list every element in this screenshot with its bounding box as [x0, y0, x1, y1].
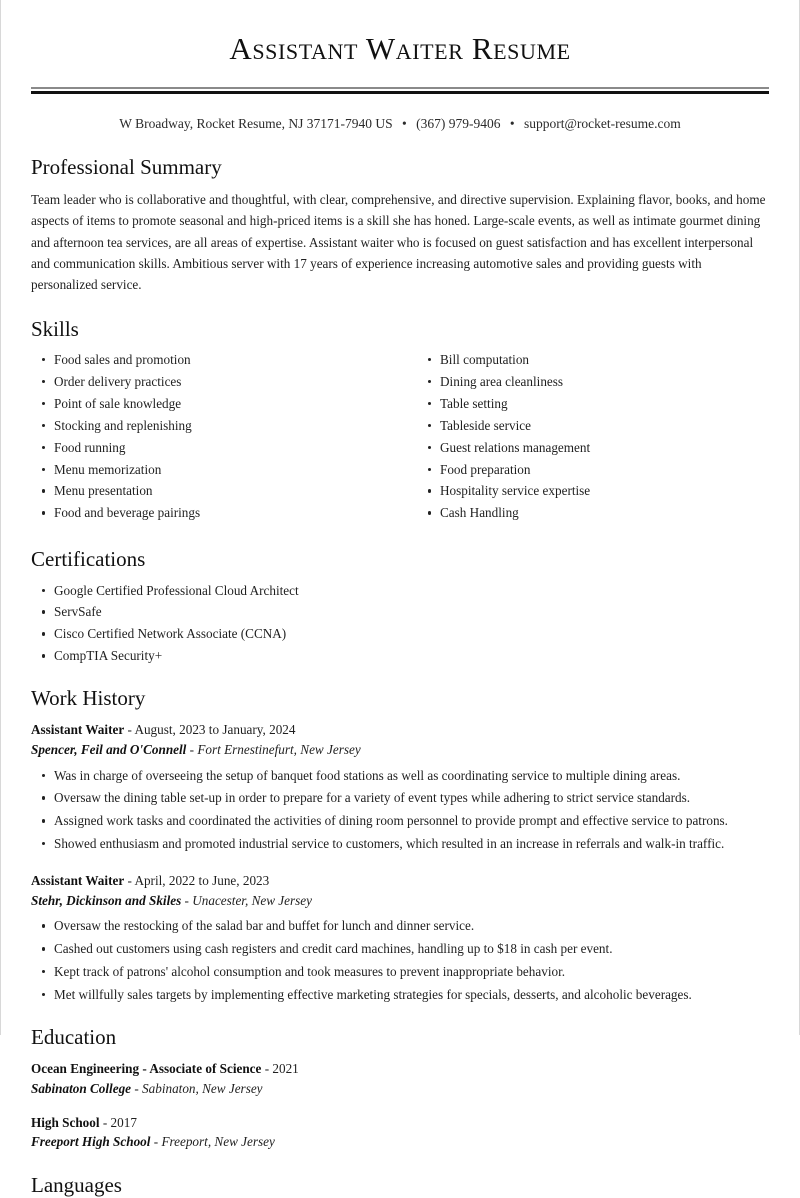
work-history-entry [31, 720, 769, 853]
list-item: Hospitality service expertise [417, 482, 769, 499]
job-role: Assistant Waiter [31, 872, 125, 888]
list-item: Food running [31, 439, 400, 456]
list-item: Assigned work tasks and coordinated the activities of dining room personnel to provide prompt and effective service to patrons. [31, 812, 769, 830]
education-separator: - [131, 1080, 143, 1096]
education-separator: - [150, 1134, 162, 1150]
section-work-history [31, 685, 769, 1004]
contact-email[interactable]: support@rocket-resume.com [523, 115, 681, 131]
list-item: Table setting [417, 395, 769, 412]
section-title-work-history: Work History [31, 685, 146, 710]
education-school-line [31, 1132, 769, 1152]
list-item: Menu memorization [31, 461, 400, 478]
contact-address: W Broadway, Rocket Resume, NJ 37171-7940 US [119, 115, 393, 131]
skills-columns [31, 351, 769, 526]
list-item: Order delivery practices [31, 373, 400, 390]
job-bullets [31, 767, 769, 853]
job-separator: - [181, 892, 193, 908]
contact-line [31, 115, 769, 134]
certifications-list [31, 582, 769, 665]
skills-list-left [31, 351, 400, 522]
section-professional-summary [31, 154, 769, 296]
skills-list-right [417, 351, 769, 522]
job-separator: - [124, 872, 135, 888]
education-degree: Ocean Engineering - Associate of Science [31, 1060, 262, 1076]
job-separator: - [124, 721, 135, 737]
list-item: CompTIA Security+ [31, 647, 769, 664]
list-item: Met willfully sales targets by implementing effective marketing strategies for specials, desserts, and alcoholic beverages. [31, 986, 769, 1004]
job-location: Fort Ernestinefurt, New Jersey [197, 741, 361, 757]
work-history-entries [31, 720, 769, 1004]
education-location: Sabinaton, New Jersey [142, 1080, 263, 1096]
list-item: Food and beverage pairings [31, 504, 400, 521]
list-item: Showed enthusiasm and promoted industrial service to customers, which resulted in an increase in referrals and walk-in traffic. [31, 835, 769, 853]
list-item: Bill computation [417, 351, 769, 368]
list-item: Cash Handling [417, 504, 769, 521]
section-languages [31, 1172, 769, 1198]
job-company: Stehr, Dickinson and Skiles [31, 892, 182, 908]
job-company-line [31, 740, 769, 760]
contact-separator: • [509, 115, 515, 131]
list-item: Google Certified Professional Cloud Architect [31, 582, 769, 599]
education-separator: - [99, 1114, 111, 1130]
section-skills [31, 316, 769, 527]
job-title-line [31, 720, 769, 740]
list-item: Tableside service [417, 417, 769, 434]
list-item: Stocking and replenishing [31, 417, 400, 434]
divider-rule-thin [31, 87, 769, 89]
job-company-line [31, 891, 769, 911]
job-dates: August, 2023 to January, 2024 [134, 721, 296, 737]
section-title-skills: Skills [31, 316, 79, 341]
section-education [31, 1024, 769, 1152]
job-bullets [31, 917, 769, 1003]
list-item: Menu presentation [31, 482, 400, 499]
list-item: Oversaw the dining table set-up in order to prepare for a variety of event types while adhering to strict service standards. [31, 789, 769, 807]
job-separator: - [186, 741, 198, 757]
job-company: Spencer, Feil and O'Connell [31, 741, 187, 757]
section-title-languages: Languages [31, 1173, 122, 1198]
page-title: Assistant Waiter Resume [229, 31, 571, 66]
list-item: Oversaw the restocking of the salad bar and buffet for lunch and dinner service. [31, 917, 769, 935]
education-entries [31, 1059, 769, 1152]
skills-column-right [400, 351, 769, 526]
section-certifications [31, 546, 769, 664]
education-separator: - [261, 1060, 273, 1076]
list-item: Dining area cleanliness [417, 373, 769, 390]
list-item: Guest relations management [417, 439, 769, 456]
summary-text: Team leader who is collaborative and thoughtful, with clear, comprehensive, and directive supervision. Explaining flavor, books, and home aspects of items to promote seasonal and high-priced items is a skill she has honed. Large-scale events, as well as intimate gourmet dining and afternoon tea services, are all areas of expertise. Assistant waiter who is focused on guest satisfaction and has excellent interpersonal and communication skills. Ambitious server with 17 years of experience increasing automotive sales and providing guests with personalized service. [31, 191, 766, 293]
education-school: Freeport High School [31, 1134, 151, 1150]
list-item: Cisco Certified Network Associate (CCNA) [31, 625, 769, 642]
list-item: Was in charge of overseeing the setup of banquet food stations as well as coordinating service to multiple dining areas. [31, 767, 769, 785]
contact-separator: • [401, 115, 407, 131]
list-item: Point of sale knowledge [31, 395, 400, 412]
section-title-certifications: Certifications [31, 547, 146, 572]
education-degree-line [31, 1113, 769, 1133]
job-role: Assistant Waiter [31, 721, 125, 737]
list-item: Food sales and promotion [31, 351, 400, 368]
job-dates: April, 2022 to June, 2023 [134, 872, 270, 888]
education-entry [31, 1113, 769, 1153]
section-title-summary: Professional Summary [31, 154, 222, 179]
section-title-education: Education [31, 1024, 117, 1049]
education-school-line [31, 1079, 769, 1099]
list-item: Food preparation [417, 461, 769, 478]
contact-phone: (367) 979-9406 [416, 115, 501, 131]
job-location: Unacester, New Jersey [192, 892, 312, 908]
list-item: ServSafe [31, 603, 769, 620]
education-entry [31, 1059, 769, 1099]
list-item: Cashed out customers using cash registers and credit card machines, handling up to $18 in cash per event. [31, 940, 769, 958]
skills-column-left [31, 351, 400, 526]
divider-rule-thick [31, 91, 769, 94]
list-item: Kept track of patrons' alcohol consumption and took measures to prevent inappropriate behavior. [31, 963, 769, 981]
job-title-line [31, 871, 769, 891]
education-degree-line [31, 1059, 769, 1079]
header-divider [31, 87, 769, 93]
education-year: 2017 [110, 1114, 137, 1130]
education-degree: High School [31, 1114, 100, 1130]
work-history-entry [31, 871, 769, 1004]
education-location: Freeport, New Jersey [161, 1134, 275, 1150]
education-school: Sabinaton College [31, 1080, 132, 1096]
resume-content [1, 0, 799, 1198]
education-year: 2021 [272, 1060, 299, 1076]
